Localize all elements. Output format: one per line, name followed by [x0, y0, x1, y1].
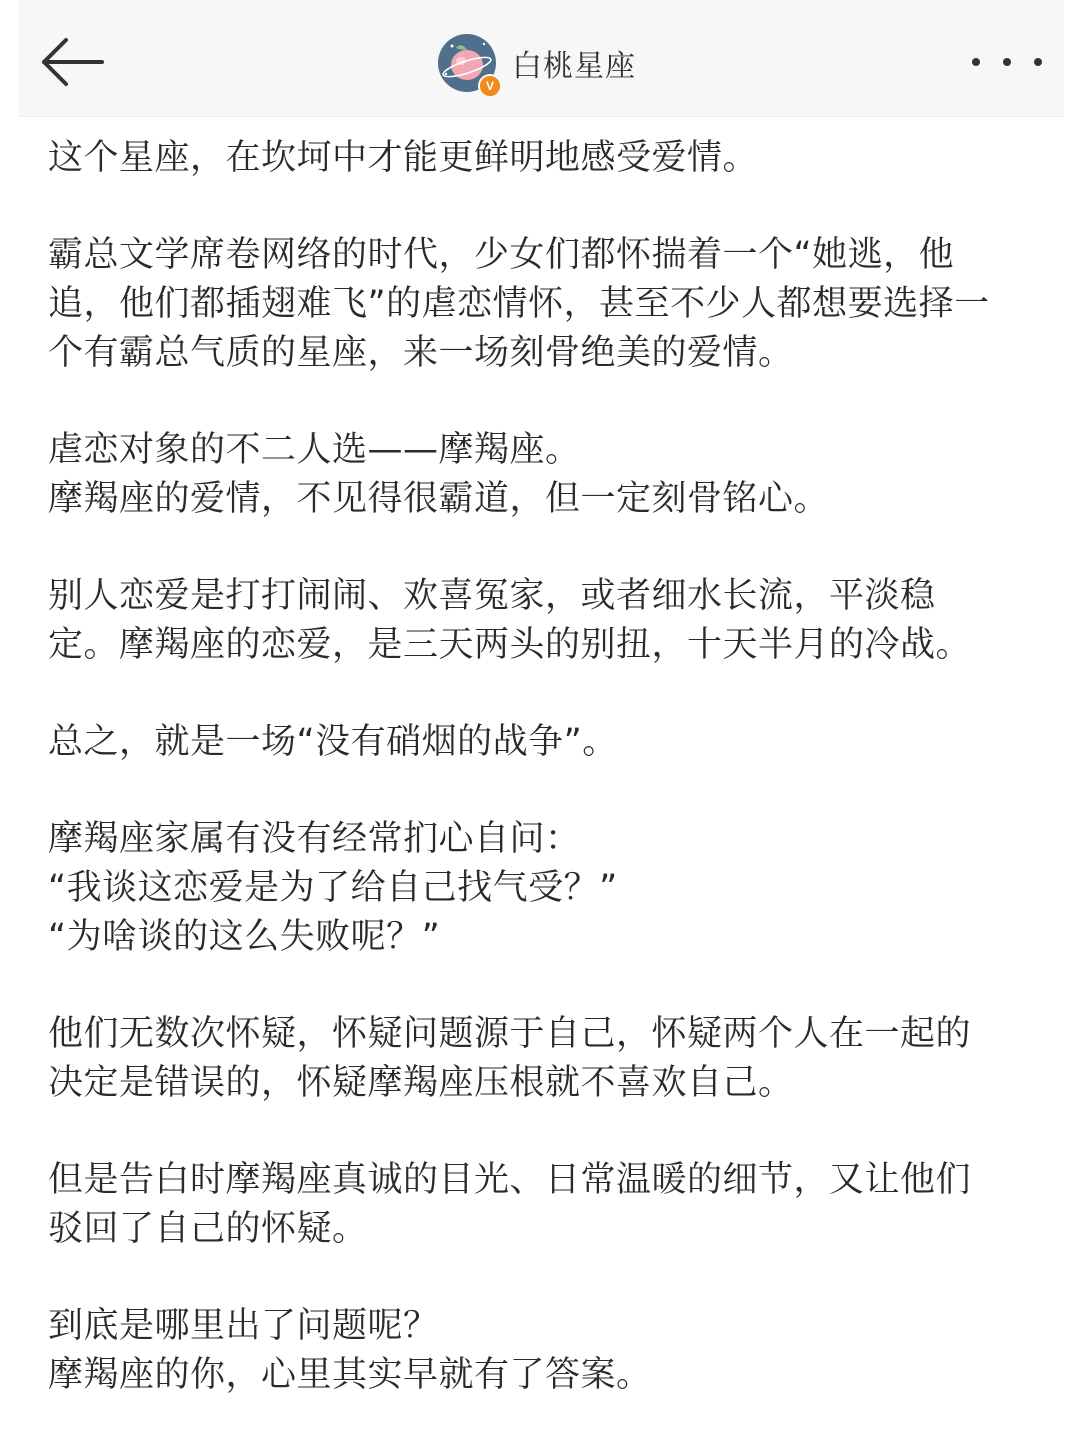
article-line: 摩羯座家属有没有经常扪心自问： — [48, 819, 581, 859]
article-line: 他们无数次怀疑，怀疑问题源于自己，怀疑两个人在一起的 — [48, 1014, 972, 1054]
article-line: 总之，就是一场“没有硝烟的战争”。 — [48, 722, 618, 762]
arrow-left-icon — [40, 34, 106, 90]
article-line: 追，他们都插翅难飞”的虐恋情怀，甚至不少人都想要选择一 — [48, 284, 990, 324]
article-line: 摩羯座的你，心里其实早就有了答案。 — [48, 1355, 652, 1395]
avatar[interactable] — [438, 34, 496, 92]
article-paragraph — [48, 718, 1038, 767]
article-paragraph — [48, 426, 1038, 524]
article-paragraph — [48, 1302, 1038, 1400]
article-line: 驳回了自己的怀疑。 — [48, 1209, 368, 1249]
article-line: 摩羯座的爱情，不见得很霸道，但一定刻骨铭心。 — [48, 479, 830, 519]
article-line: 个有霸总气质的星座，来一场刻骨绝美的爱情。 — [48, 333, 794, 373]
article-line: 霸总文学席卷网络的时代，少女们都怀揣着一个“她逃，他 — [48, 235, 955, 275]
more-dots-icon — [972, 58, 980, 66]
more-button[interactable] — [972, 40, 1042, 84]
article-line: “我谈这恋爱是为了给自己找气受？” — [48, 868, 618, 908]
article-line: 定。摩羯座的恋爱，是三天两头的别扭，十天半月的冷战。 — [48, 625, 972, 665]
article-body — [48, 134, 1038, 1400]
article-paragraph — [48, 231, 1038, 378]
more-dots-icon — [1034, 58, 1042, 66]
article-paragraph — [48, 815, 1038, 962]
article-line: 别人恋爱是打打闹闹、欢喜冤家，或者细水长流，平淡稳 — [48, 576, 936, 616]
account-name[interactable]: 白桃星座 — [512, 49, 636, 84]
verified-badge: V — [478, 74, 502, 98]
account-header[interactable] — [438, 30, 636, 96]
article-line: 到底是哪里出了问题呢？ — [48, 1306, 439, 1346]
article-paragraph — [48, 1156, 1038, 1254]
article-line: 这个星座，在坎坷中才能更鲜明地感受爱情。 — [48, 138, 759, 178]
article-line: 虐恋对象的不二人选——摩羯座。 — [48, 430, 581, 470]
article-line: 决定是错误的，怀疑摩羯座压根就不喜欢自己。 — [48, 1063, 794, 1103]
back-button[interactable] — [40, 34, 106, 90]
top-navigation-bar — [18, 0, 1064, 117]
article-paragraph — [48, 134, 1038, 183]
article-paragraph — [48, 572, 1038, 670]
article-line: “为啥谈的这么失败呢？” — [48, 917, 441, 957]
more-dots-icon — [1003, 58, 1011, 66]
article-paragraph — [48, 1010, 1038, 1108]
article-line: 但是告白时摩羯座真诚的目光、日常温暖的细节，又让他们 — [48, 1160, 972, 1200]
